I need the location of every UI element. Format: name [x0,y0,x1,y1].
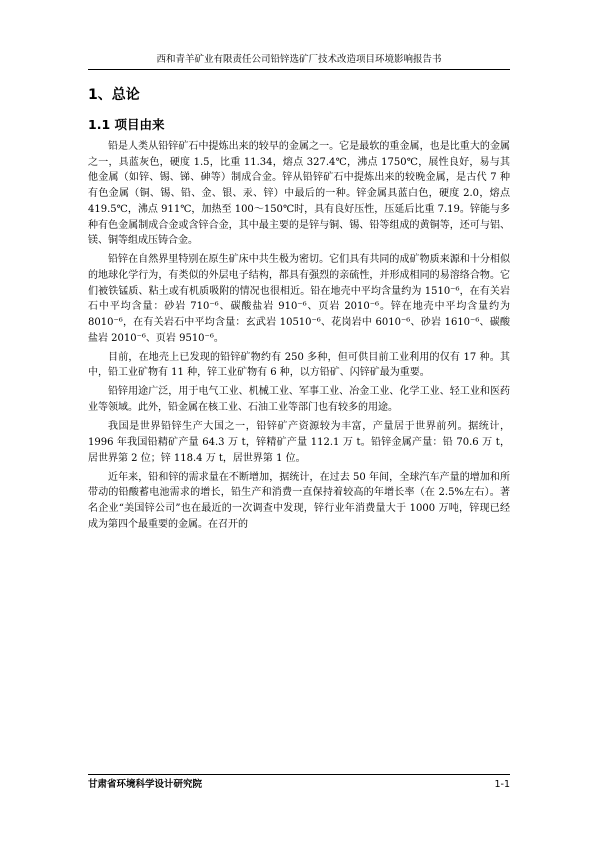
section-heading: 1.1 项目由来 [88,117,165,132]
paragraph: 我国是世界铅锌生产大国之一，铅锌矿产资源较为丰富，产量居于世界前列。据统计，1996 年我国铅精矿产量 64.3 万 t，锌精矿产量 112.1 万 t。铅锌金属产量：铅 70.6 万 t，居世界第 2 位；锌 118.4 万 t，居世界第 1 位。 [88,421,510,464]
footer-organization: 甘肃省环境科学设计研究院 [88,779,203,790]
paragraph: 铅锌在自然界里特别在原生矿床中共生极为密切。它们具有共同的成矿物质来源和十分相似的地球化学行为，有类似的外层电子结构，都具有强烈的亲硫性，并形成相同的易溶络合物。它们被铁锰质、粘土或有机质吸附的情况也很相近。铅在地壳中平均含量约为 1510⁻⁶，在有关岩石中平均含量：砂岩 710⁻⁶、碳酸盐岩 910⁻⁶、页岩 2010⁻⁶。锌在地壳中平均含量约为 8010⁻⁶，在有关岩石中平均含量：玄武岩 10510⁻⁶、花岗岩中 6010⁻⁶、砂岩 1610⁻⁶、碳酸盐岩 2010⁻⁶、页岩 9510⁻⁶。 [88,254,510,344]
paragraph: 铅是人类从铅锌矿石中提炼出来的较早的金属之一。它是最软的重金属，也是比重大的金属之一，具蓝灰色，硬度 1.5，比重 11.34，熔点 327.4℃，沸点 1750℃，展性良好，易与其他金属（如锌、锡、锑、砷等）制成合金。锌从铅锌矿石中提炼出来的较晚金属，是古代 7 种有色金属（铜、锡、铅、金、银、汞、锌）中最后的一种。锌金属具蓝白色，硬度 2.0，熔点 419.5℃，沸点 911℃，加热至 100～150℃时，具有良好压性，压延后比重 7.19。锌能与多种有色金属制成合金或含锌合金，其中最主要的是锌与铜、锡、铅等组成的黄铜等，还可与铝、镁、铜等组成压铸合金。 [88,141,510,247]
footer-divider [88,774,510,775]
page-header: 西和青羊矿业有限责任公司铅锌选矿厂技术改造项目环境影响报告书 [156,54,442,65]
paragraph: 近年来，铅和锌的需求量在不断增加，据统计，在过去 50 年间，全球汽车产量的增加和所带动的铅酸蓄电池需求的增长，铅生产和消费一直保持着较高的年增长率（在 2.5%左右）。著名企业“美国锌公司”也在最近的一次调查中发现，锌行业年消费量大于 1000 万吨，锌现已经成为第四个最重要的金属。在召开的 [88,471,510,530]
chapter-heading: 1、总论 [88,87,140,103]
paragraph: 铅锌用途广泛，用于电气工业、机械工业、军事工业、冶金工业、化学工业、轻工业和医药业等领域。此外，铅金属在核工业、石油工业等部门也有较多的用途。 [88,386,510,414]
body-text [88,139,510,536]
paragraph: 目前，在地壳上已发现的铅锌矿物约有 250 多种，但可供目前工业利用的仅有 17 种。其中，铅工业矿物有 11 种，锌工业矿物有 6 种，以方铅矿、闪锌矿最为重要。 [88,351,510,379]
page-number: 1-1 [494,779,510,790]
header-divider [88,69,510,70]
